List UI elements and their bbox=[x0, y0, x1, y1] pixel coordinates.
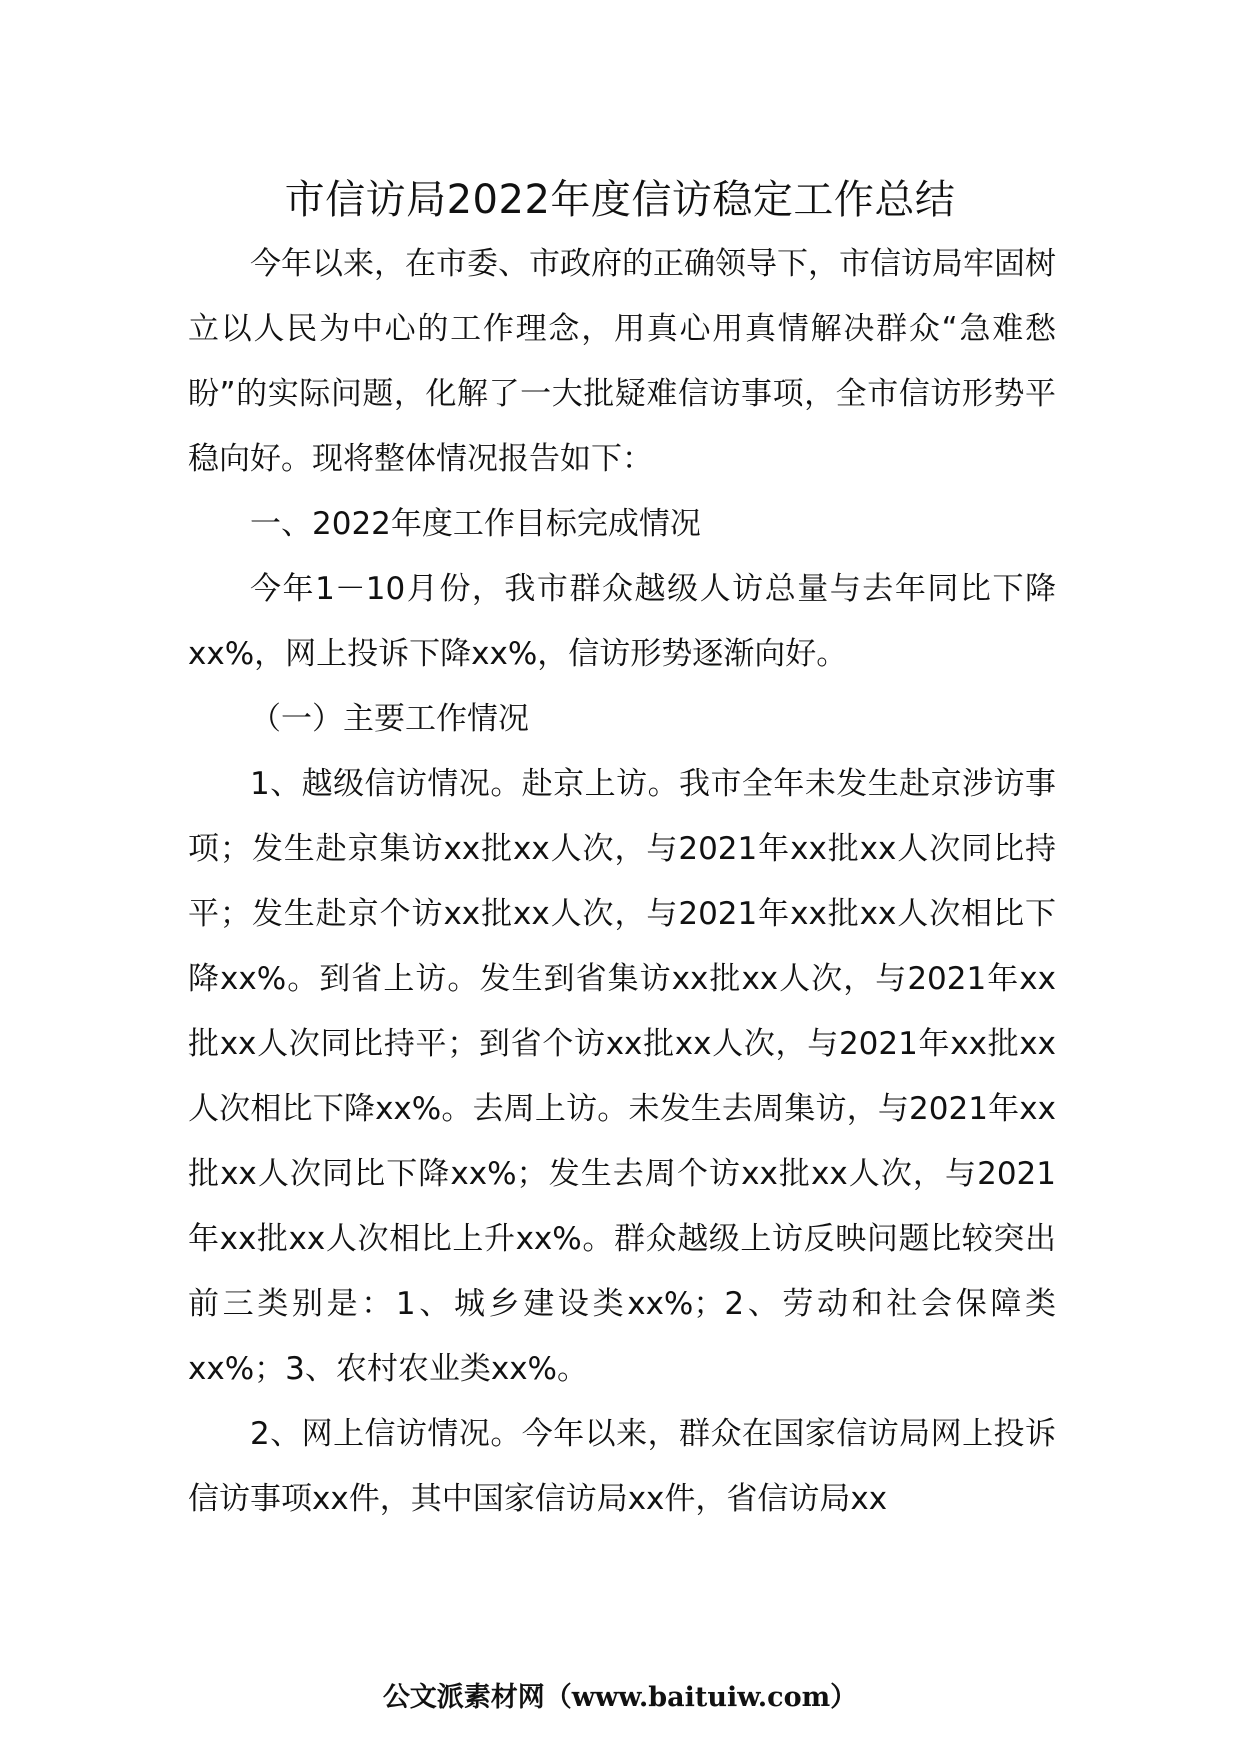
document-title: 市信访局2022年度信访稳定工作总结 bbox=[284, 177, 956, 223]
section-heading-1: 一、2022年度工作目标完成情况 bbox=[250, 506, 701, 542]
subsection-heading-1: （一）主要工作情况 bbox=[250, 701, 529, 737]
paragraph-item-2: 2、网上信访情况。今年以来，群众在国家信访局网上投诉信访事项xx件，其中国家信访局xx件，省信访局xx bbox=[188, 1416, 1056, 1517]
paragraph-summary: 今年1－10月份，我市群众越级人访总量与去年同比下降xx%，网上投诉下降xx%，信访形势逐渐向好。 bbox=[188, 571, 1056, 672]
footer-watermark: 公文派素材网（www.baituiw.com） bbox=[382, 1682, 858, 1713]
paragraph-intro: 今年以来，在市委、市政府的正确领导下，市信访局牢固树立以人民为中心的工作理念，用真心用真情解决群众“急难愁盼”的实际问题，化解了一大批疑难信访事项，全市信访形势平稳向好。现将整体情况报告如下： bbox=[188, 246, 1056, 477]
document-body bbox=[188, 232, 1056, 1532]
paragraph-item-1: 1、越级信访情况。赴京上访。我市全年未发生赴京涉访事项；发生赴京集访xx批xx人次，与2021年xx批xx人次同比持平；发生赴京个访xx批xx人次，与2021年xx批xx人次相比下降xx%。到省上访。发生到省集访xx批xx人次，与2021年xx批xx人次同比持平；到省个访xx批xx人次，与2021年xx批xx人次相比下降xx%。去周上访。未发生去周集访，与2021年xx批xx人次同比下降xx%；发生去周个访xx批xx人次，与2021年xx批xx人次相比上升xx%。群众越级上访反映问题比较突出前三类别是：1、城乡建设类xx%；2、劳动和社会保障类xx%；3、农村农业类xx%。 bbox=[188, 766, 1056, 1387]
